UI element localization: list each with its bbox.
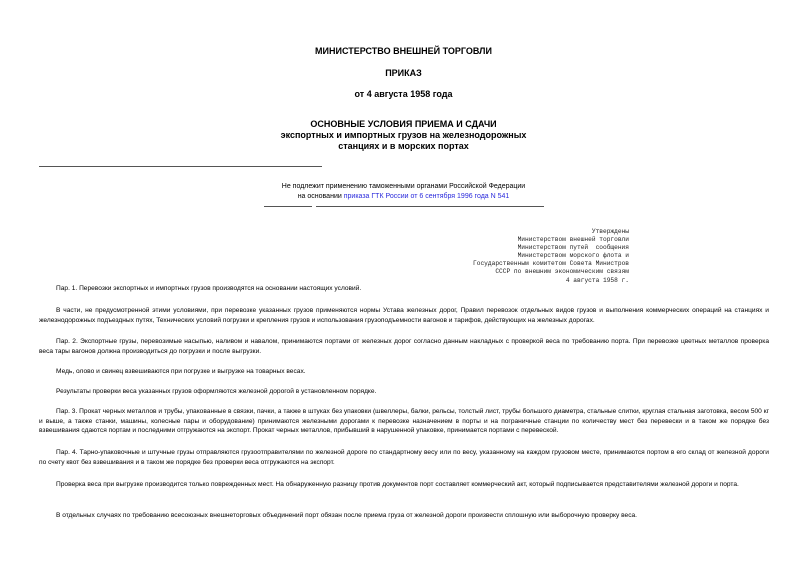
paragraph-text: Пар. 1. Перевозки экспортных и импортных грузов производятся на основании настоящих условий. — [56, 285, 362, 292]
approval-line: 4 августа 1958 г. — [565, 276, 629, 284]
paragraph-text: Результаты проверки веса указанных грузов оформляются железной дорогой в установленном порядке. — [56, 388, 377, 395]
applicability-note-line-1: Не подлежит применению таможенными органами Российской Федерации — [281, 183, 526, 190]
approval-line: СССР по внешним экономическим связям — [495, 268, 629, 276]
document-title-line-2: экспортных и импортных грузов на железнодорожных — [280, 130, 527, 140]
approval-block — [473, 228, 629, 285]
paragraph-7 — [39, 448, 769, 467]
order-date: от 4 августа 1958 года — [354, 89, 453, 99]
document-title-line-3: станциях и в морских портах — [338, 141, 469, 151]
applicability-note-line-2 — [0, 192, 807, 202]
paragraph-3 — [39, 337, 769, 356]
approval-line: Государственным комитетом Совета Министров — [473, 260, 629, 268]
separator-line — [39, 166, 322, 167]
paragraph-6 — [39, 407, 769, 436]
ministry-heading: МИНИСТЕРСТВО ВНЕШНЕЙ ТОРГОВЛИ — [315, 46, 492, 56]
paragraph-2 — [39, 306, 769, 325]
applicability-note-prefix: на основании — [297, 193, 344, 200]
paragraph-text: Пар. 2. Экспортные грузы, перевозимые насыпью, наливом и навалом, принимаются портами от железных дорог согласно данным накладных с проверкой веса по требованию порта. При перевозке цветных металлов проверка веса тары вагонов должна производиться до погрузки и после выгрузки. — [39, 338, 769, 355]
approval-line: Министерством путей сообщения — [517, 244, 629, 252]
approval-line: Министерством морского флота и — [517, 252, 629, 260]
paragraph-8 — [39, 480, 769, 490]
paragraph-9 — [39, 511, 769, 521]
document-title-line-1: ОСНОВНЫЕ УСЛОВИЯ ПРИЕМА И СДАЧИ — [310, 119, 497, 129]
paragraph-text: Пар. 4. Тарно-упаковочные и штучные грузы отправляются грузоотправителями по железной дороге по стандартному весу или по весу, указанному на каждом грузовом месте, принимаются портом в его склад от железной дороги по счету квот без взвешивания и в таком же порядке без проверки веса отгружаются на экспорт. — [39, 449, 769, 466]
paragraph-text: В части, не предусмотренной этими условиями, при перевозке указанных грузов применяются нормы Устава железных дорог, Правил перевозок отдельных видов грузов и выполнения коммерческих операций на станциях и железнодорожных подъездных путях, Технических условий погрузки и крепления грузов и использования грузоподъемности вагонов и тарифов, действующих на железных дорогах. — [39, 307, 769, 324]
order-heading: ПРИКАЗ — [385, 68, 422, 78]
paragraph-text: В отдельных случаях по требованию всесоюзных внешнеторговых объединений порт обязан после приема груза от железной дороги произвести сплошную или выборочную проверку веса. — [56, 512, 638, 519]
approval-line: Утверждены — [591, 228, 629, 235]
approval-line: Министерством внешней торговли — [517, 236, 629, 244]
paragraph-text: Пар. 3. Прокат черных металлов и трубы, упакованные в связки, пачки, а также в штуках без упаковки (швеллеры, балки, рельсы, толстый лист, трубы большого диаметра, стальные слитки, круглая стальная заготовка, весом 500 кг и выше, а также станки, машины, колесные пары и оборудование) принимаются железными дорогами к перевозке назначением в порты и на пограничные станции по количеству мест без перевески и в таком же порядке без взвешивания сдаются портам и последними отгружаются на экспорт. Прокат черных металлов, прибывший в нарушенной упаковке, принимается портами с перевеской. — [39, 408, 769, 435]
paragraph-5 — [39, 387, 769, 397]
paragraph-text: Проверка веса при выгрузке производится только поврежденных мест. На обнаруженную разницу против документов порт составляет коммерческий акт, который подписывается представителями железной дороги и порта. — [56, 481, 739, 488]
note-underline-left — [264, 206, 312, 207]
paragraph-1 — [39, 284, 769, 294]
gtk-order-link[interactable]: приказа ГТК России от 6 сентября 1996 года N 541 — [343, 193, 510, 200]
note-underline-right — [316, 206, 544, 207]
paragraph-text: Медь, олово и свинец взвешиваются при погрузке и выгрузке на товарных весах. — [56, 368, 306, 375]
paragraph-4 — [39, 367, 769, 377]
